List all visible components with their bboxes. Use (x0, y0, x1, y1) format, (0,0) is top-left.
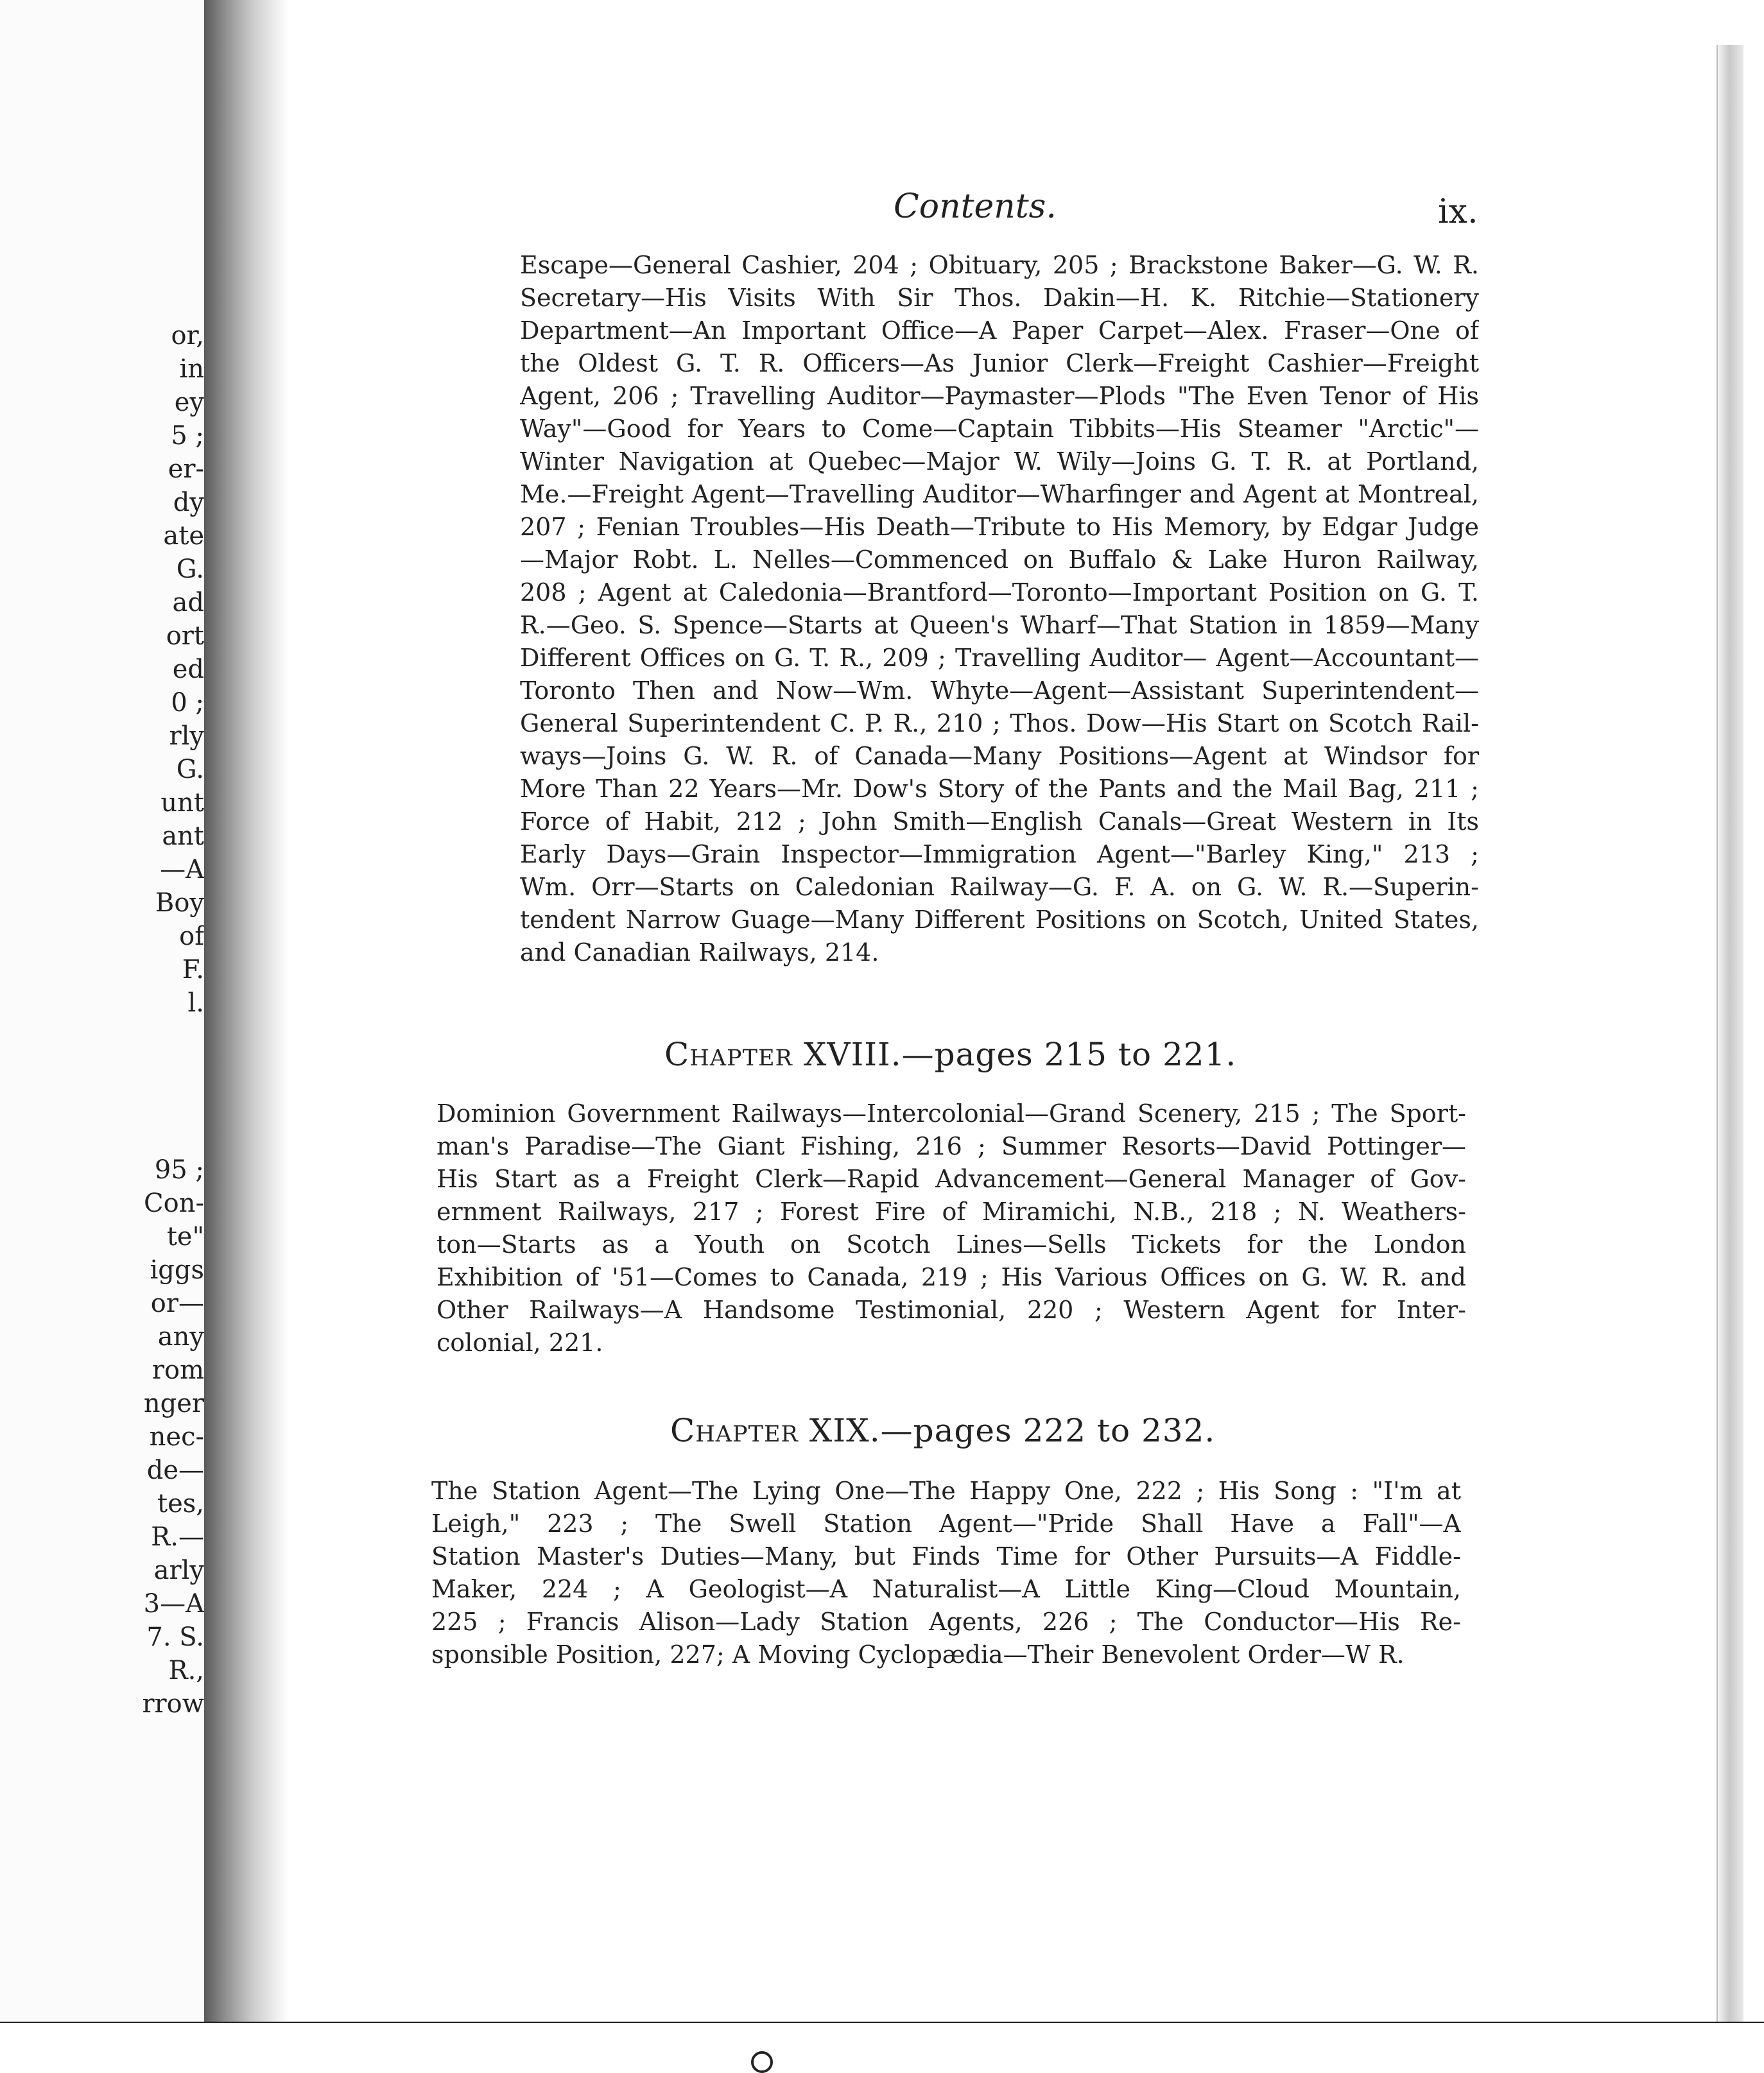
left-fragment: er- (168, 454, 204, 484)
left-fragment (142, 1121, 204, 1154)
left-fragment: l. (187, 988, 204, 1018)
running-title: Contents. (894, 187, 1057, 226)
left-fragment: or, (171, 321, 204, 350)
left-fragment (142, 1054, 204, 1087)
film-margin (0, 2022, 1764, 2070)
chapter-range: XIX.—pages 222 to 232. (809, 1412, 1216, 1449)
text-line: ton—Starts as a Youth on Scotch Lines—Sells Tickets for the London (437, 1230, 1466, 1259)
left-fragment: rrow (142, 1689, 204, 1719)
left-fragment: ate (163, 521, 204, 551)
text-line: Me.—Freight Agent—Travelling Auditor—Wharfinger and Agent at Montreal, (520, 480, 1479, 508)
text-line: Agent, 206 ; Travelling Auditor—Paymaster—Plods "The Even Tenor of His (520, 382, 1479, 410)
left-fragment: of (179, 922, 204, 951)
left-fragment: R., (168, 1656, 204, 1685)
text-line: Exhibition of '51—Comes to Canada, 219 ; His Various Offices on G. W. R. and (437, 1263, 1466, 1291)
film-reel-mark-icon (751, 2051, 773, 2073)
text-line: Secretary—His Visits With Sir Thos. Dakin—H. K. Ritchie—Stationery (520, 284, 1479, 312)
left-fragment: —A (160, 855, 204, 884)
chapter-word: Chapter (670, 1412, 799, 1449)
left-fragment: iggs (150, 1255, 204, 1285)
text-line: Maker, 224 ; A Geologist—A Naturalist—A Little King—Cloud Mountain, (431, 1575, 1461, 1603)
chapter-range: XVIII.—pages 215 to 221. (803, 1036, 1237, 1073)
text-line: Early Days—Grain Inspector—Immigration Agent—"Barley King," 213 ; (520, 840, 1479, 868)
text-line: Toronto Then and Now—Wm. Whyte—Agent—Assistant Superintendent— (520, 676, 1479, 705)
left-fragment: 7. S. (146, 1622, 204, 1652)
text-line: colonial, 221. (437, 1329, 603, 1357)
chapter-summary-paragraph (431, 1475, 1461, 1671)
left-fragment: nger (143, 1389, 204, 1418)
left-fragment: ed (172, 655, 204, 684)
text-line: Escape—General Cashier, 204 ; Obituary, 205 ; Brackstone Baker—G. W. R. (520, 251, 1479, 279)
left-fragment (142, 1020, 204, 1054)
text-line: Leigh," 223 ; The Swell Station Agent—"Pride Shall Have a Fall"—A (431, 1510, 1461, 1538)
left-fragment: ant (162, 821, 204, 851)
text-line: Winter Navigation at Quebec—Major W. Wily—Joins G. T. R. at Portland, (520, 447, 1479, 476)
text-line: ernment Railways, 217 ; Forest Fire of Miramichi, N.B., 218 ; N. Weathers- (437, 1198, 1466, 1226)
text-line: More Than 22 Years—Mr. Dow's Story of the Pants and the Mail Bag, 211 ; (520, 775, 1479, 803)
chapter-summary-paragraph (437, 1097, 1466, 1359)
left-fragment: tes, (157, 1489, 204, 1518)
left-fragment (142, 1087, 204, 1121)
text-line: sponsible Position, 227; A Moving Cyclopædia—Their Benevolent Order—W R. (431, 1640, 1405, 1669)
left-fragment: any (157, 1322, 204, 1352)
text-line: Other Railways—A Handsome Testimonial, 220 ; Western Agent for Inter- (437, 1296, 1466, 1324)
text-line: Dominion Government Railways—Intercolonial—Grand Scenery, 215 ; The Sport- (437, 1099, 1466, 1128)
left-fragment: rom (151, 1355, 204, 1385)
left-fragment: in (179, 354, 204, 384)
text-line: Wm. Orr—Starts on Caledonian Railway—G. F. A. on G. W. R.—Superin- (520, 873, 1479, 901)
chapter-word: Chapter (664, 1036, 793, 1073)
text-line: —Major Robt. L. Nelles—Commenced on Buffalo & Lake Huron Railway, (520, 546, 1479, 574)
text-line: and Canadian Railways, 214. (520, 938, 879, 967)
left-fragment: G. (176, 755, 204, 784)
left-fragment: F. (182, 955, 204, 985)
left-fragment: Con- (144, 1189, 204, 1218)
text-line: Different Offices on G. T. R., 209 ; Travelling Auditor— Agent—Accountant— (520, 644, 1479, 672)
left-fragment: R.— (151, 1522, 204, 1552)
left-page-text-fragments (142, 320, 204, 1721)
page-number: ix. (1438, 193, 1478, 231)
chapter-heading (670, 1412, 1215, 1449)
left-fragment: G. (176, 555, 204, 584)
contents-continued-paragraph (520, 249, 1479, 969)
left-fragment: dy (173, 488, 204, 517)
left-page (0, 0, 204, 2022)
left-fragment: nec- (149, 1422, 204, 1452)
left-fragment: ort (166, 621, 204, 651)
text-line: General Superintendent C. P. R., 210 ; Thos. Dow—His Start on Scotch Rail- (520, 709, 1479, 737)
left-fragment: 95 ; (154, 1155, 204, 1185)
left-fragment: ey (174, 388, 204, 417)
left-fragment: ad (172, 588, 204, 617)
book-gutter-shadow (204, 0, 289, 2022)
text-line: 208 ; Agent at Caledonia—Brantford—Toronto—Important Position on G. T. (520, 578, 1479, 606)
text-line: The Station Agent—The Lying One—The Happy One, 222 ; His Song : "I'm at (431, 1477, 1461, 1505)
text-line: Station Master's Duties—Many, but Finds Time for Other Pursuits—A Fiddle- (431, 1542, 1461, 1570)
left-fragment: 5 ; (171, 421, 204, 451)
left-fragment: Boy (155, 888, 204, 918)
chapter-heading (664, 1036, 1236, 1073)
text-line: man's Paradise—The Giant Fishing, 216 ; Summer Resorts—David Pottinger— (437, 1132, 1466, 1160)
text-line: R.—Geo. S. Spence—Starts at Queen's Wharf—That Station in 1859—Many (520, 611, 1479, 639)
page-edge (1716, 45, 1743, 2022)
text-line: Way"—Good for Years to Come—Captain Tibbits—His Steamer "Arctic"— (520, 415, 1479, 443)
left-fragment: 3—A (143, 1589, 204, 1619)
text-line: 207 ; Fenian Troubles—His Death—Tribute to His Memory, by Edgar Judge (520, 513, 1479, 541)
left-fragment: de— (146, 1456, 204, 1485)
left-fragment: arly (153, 1556, 204, 1585)
text-line: ways—Joins G. W. R. of Canada—Many Positions—Agent at Windsor for (520, 742, 1479, 770)
left-fragment: rly (169, 721, 204, 751)
left-fragment: or— (150, 1289, 204, 1318)
text-line: 225 ; Francis Alison—Lady Station Agents, 226 ; The Conductor—His Re- (431, 1608, 1461, 1636)
text-line: Force of Habit, 212 ; John Smith—English Canals—Great Western in Its (520, 807, 1479, 836)
left-fragment: unt (160, 788, 204, 818)
left-fragment: 0 ; (171, 688, 204, 718)
left-fragment: te" (166, 1222, 204, 1252)
text-line: the Oldest G. T. R. Officers—As Junior Clerk—Freight Cashier—Freight (520, 349, 1479, 377)
text-line: tendent Narrow Guage—Many Different Positions on Scotch, United States, (520, 906, 1479, 934)
text-line: His Start as a Freight Clerk—Rapid Advancement—General Manager of Gov- (437, 1165, 1466, 1193)
text-line: Department—An Important Office—A Paper Carpet—Alex. Fraser—One of (520, 316, 1479, 345)
